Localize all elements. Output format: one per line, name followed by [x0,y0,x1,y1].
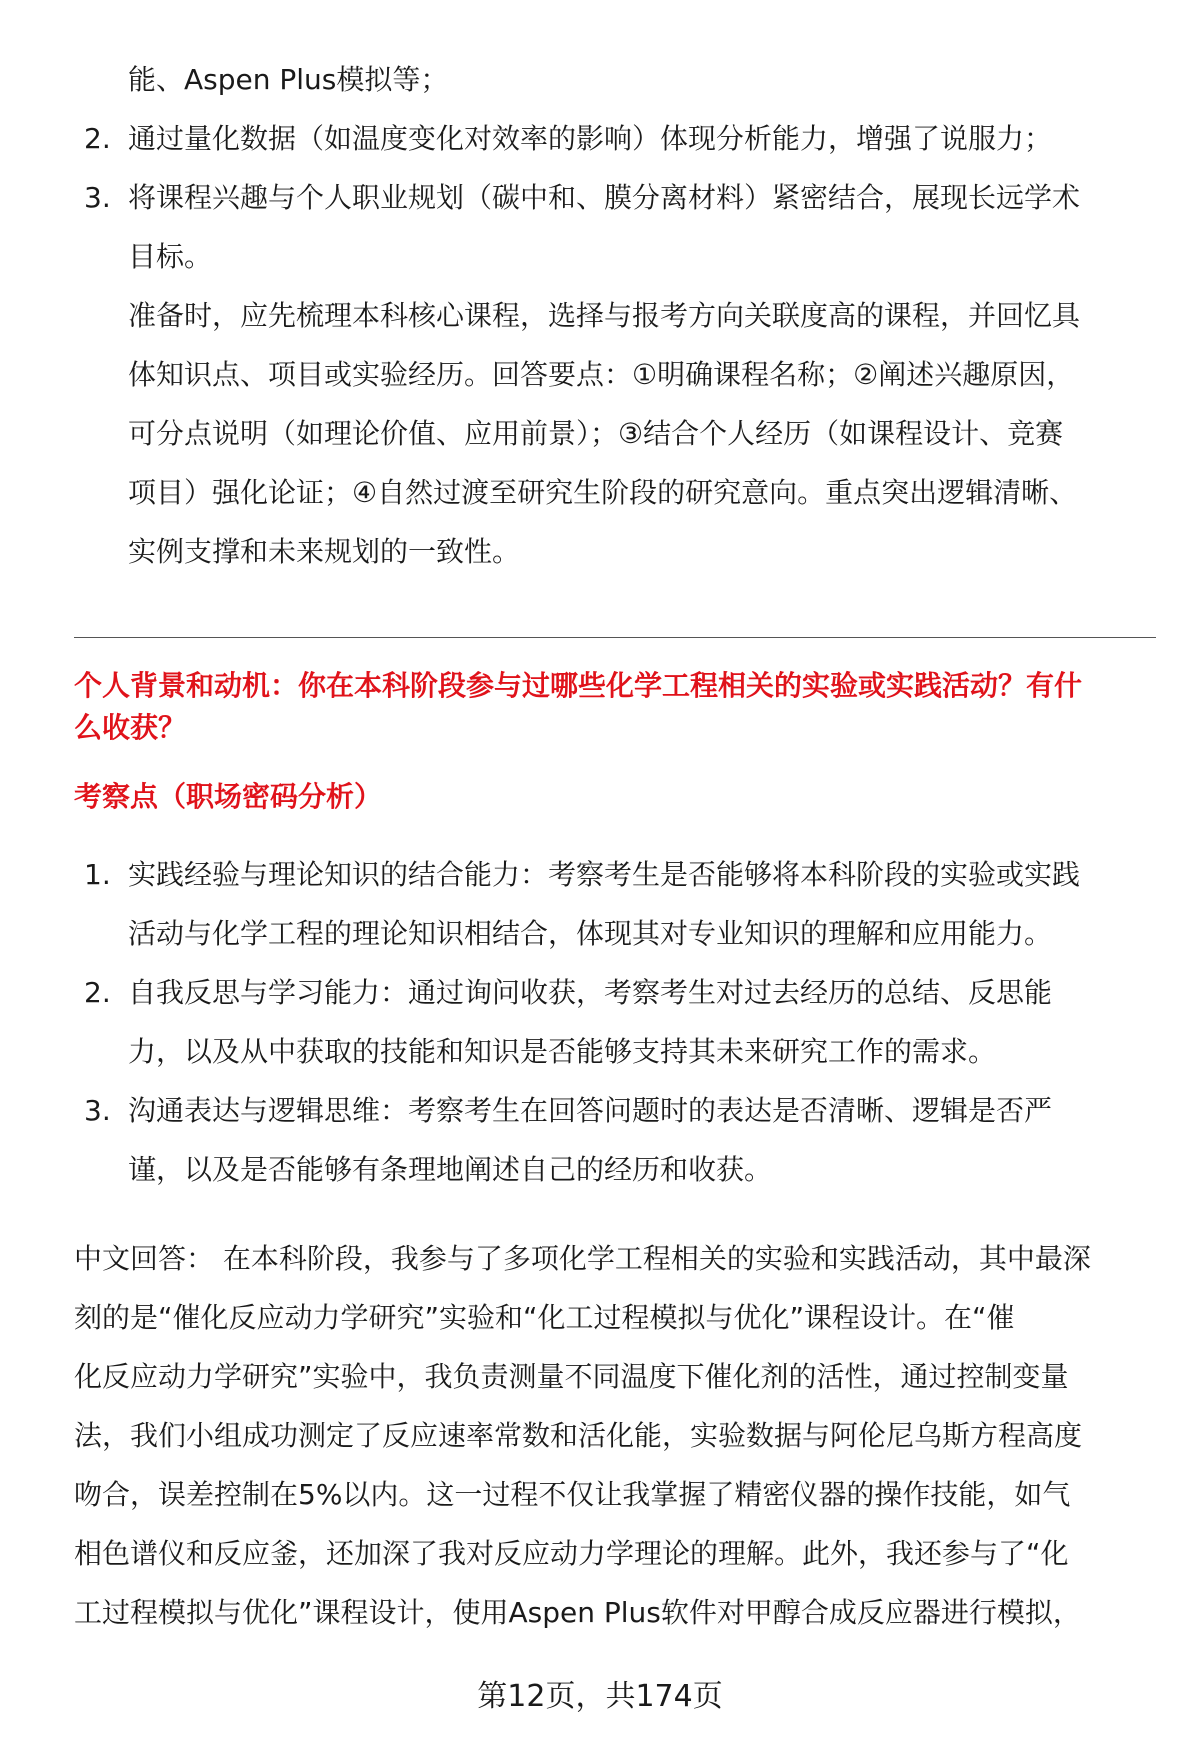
answer-line-2: 刻的是“催化反应动力学研究”实验和“化工过程模拟与优化”课程设计。在“催 [74,1301,1015,1334]
answer-line-5: 吻合，误差控制在5%以内。这一过程不仅让我掌握了精密仪器的操作技能，如气 [74,1478,1071,1511]
point-number-3: 3. [84,1094,111,1127]
page-footer: 第12页，共174页 [477,1679,723,1714]
list-item-2: 通过量化数据（如温度变化对效率的影响）体现分析能力，增强了说服力； [128,122,1053,155]
prep-paragraph-line-2: 体知识点、项目或实验经历。回答要点：①明确课程名称；②阐述兴趣原因， [128,358,1075,391]
point-3-line-2: 谨，以及是否能够有条理地阐述自己的经历和收获。 [128,1153,773,1186]
answer-line-1: 中文回答： 在本科阶段，我参与了多项化学工程相关的实验和实践活动，其中最深 [74,1242,1091,1275]
answer-line-4: 法，我们小组成功测定了反应速率常数和活化能，实验数据与阿伦尼乌斯方程高度 [74,1419,1083,1452]
question-heading-line-2: 么收获？ [74,711,187,744]
answer-line-6: 相色谱仪和反应釜，还加深了我对反应动力学理论的理解。此外，我还参与了“化 [74,1537,1069,1570]
list-number-3: 3. [84,181,111,214]
section-divider [74,637,1156,638]
list-item-1-continuation: 能、Aspen Plus模拟等； [128,63,449,96]
list-item-3-line-1: 将课程兴趣与个人职业规划（碳中和、膜分离材料）紧密结合，展现长远学术 [128,181,1081,214]
prep-paragraph-line-1: 准备时，应先梳理本科核心课程，选择与报考方向关联度高的课程，并回忆具 [128,299,1081,332]
point-number-1: 1. [84,858,111,891]
point-2-line-2: 力，以及从中获取的技能和知识是否能够支持其未来研究工作的需求。 [128,1035,997,1068]
point-2-line-1: 自我反思与学习能力：通过询问收获，考察考生对过去经历的总结、反思能 [128,976,1053,1009]
prep-paragraph-line-3: 可分点说明（如理论价值、应用前景）；③结合个人经历（如课程设计、竞赛 [128,417,1064,450]
list-number-2: 2. [84,122,111,155]
prep-paragraph-line-5: 实例支撑和未来规划的一致性。 [128,535,521,568]
question-heading-line-1: 个人背景和动机：你在本科阶段参与过哪些化学工程相关的实验或实践活动？有什 [74,669,1083,702]
list-item-3-line-2: 目标。 [128,240,213,273]
prep-paragraph-line-4: 项目）强化论证；④自然过渡至研究生阶段的研究意向。重点突出逻辑清晰、 [128,476,1078,509]
point-1-line-1: 实践经验与理论知识的结合能力：考察考生是否能够将本科阶段的实验或实践 [128,858,1081,891]
point-3-line-1: 沟通表达与逻辑思维：考察考生在回答问题时的表达是否清晰、逻辑是否严 [128,1094,1053,1127]
answer-line-7: 工过程模拟与优化”课程设计，使用Aspen Plus软件对甲醇合成反应器进行模拟， [74,1596,1081,1629]
point-number-2: 2. [84,976,111,1009]
answer-line-3: 化反应动力学研究”实验中，我负责测量不同温度下催化剂的活性，通过控制变量 [74,1360,1069,1393]
point-1-line-2: 活动与化学工程的理论知识相结合，体现其对专业知识的理解和应用能力。 [128,917,1053,950]
section-title: 考察点（职场密码分析） [74,780,383,813]
